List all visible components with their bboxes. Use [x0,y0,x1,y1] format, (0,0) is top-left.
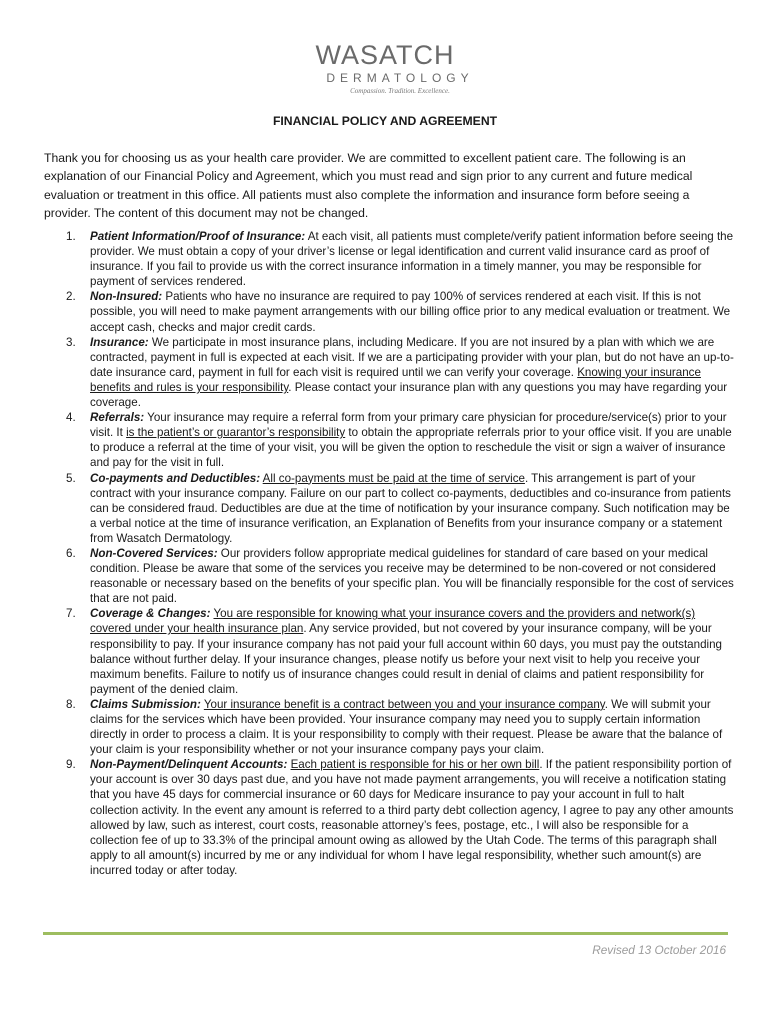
item-text: Patients who have no insurance are required to pay 100% of services rendered at each visit. If this is not possible, you will need to make payment arrangements with our billing office prior to any medical evaluation or treatment. We accept cash, checks and major credit cards. [90,290,731,334]
item-heading: Patient Information/Proof of Insurance: [90,230,306,243]
item-underlined: You are responsible for knowing what your insurance covers and the providers and network(s) covered under your health insurance plan [90,607,696,636]
revision-date: Revised 13 October 2016 [592,943,726,957]
item-text-2: . This arrangement is part of your contract with your insurance company. Failure on our part to collect co-payments, deductibles and co-insurance from patients can be considered fraud. Deductibles are due at the time of notification by your insurance company. Such notification may be a verbal notice at the time of insurance verification, an Explanation of Benefits from your insurance company or a statement from Wasatch Dermatology. [90,471,731,545]
item-heading: Non-Insured: [90,290,163,304]
item-text-2: . Please contact your insurance plan with any questions you may have regarding your coverage. [90,380,728,410]
item-underlined: is the patient’s or guarantor’s responsibility [126,426,346,440]
intro-paragraph: Thank you for choosing us as your health care provider. We are committed to excellent patient care. The following is an explanation of our Financial Policy and Agreement, which you must read and sign prior to any current and future medical evaluation or treatment in this office. All patients must also complete the information and insurance form before seeing a provider. The content of this document may not be changed. [44,151,693,221]
policy-list [44,229,734,878]
item-number: 4. [66,411,76,425]
item-text-2: . We will submit your claims for the services which have been provided. Your insurance company may need you to supply certain information directly in order to process a claim. It is your responsibility to comply with their request. Please be aware that the balance of your claim is your responsibility whether or not your insurance company pays your claim. [90,697,723,757]
item-text: Our providers follow appropriate medical guidelines for standard of care based on your medical condition. Please be aware that some of the services you receive may be determined to be non-covered or not considered reasonable or necessary based on the benefits of your specific plan. You will be financially responsible for the cost of services that are not paid. [90,546,734,606]
list-item [44,335,734,410]
list-item [44,697,734,757]
item-number: 3. [66,335,76,349]
item-number: 7. [66,607,76,621]
item-text: Your insurance may require a referral form from your primary care physician for procedure/service(s) prior to your visit. It [90,411,727,440]
item-number: 6. [66,546,76,560]
item-heading: Claims Submission: [90,697,201,711]
footer-divider [43,932,728,935]
item-number: 5. [66,471,76,485]
item-underlined: All co-payments must be paid at the time of service [262,471,525,485]
list-item [44,546,734,606]
logo-subname: DERMATOLOGY [326,71,474,85]
item-underlined: Each patient is responsible for his or her own bill [290,758,540,772]
list-item [44,289,734,334]
logo-name: WASATCH [315,40,455,70]
item-number: 9. [66,758,76,772]
item-number: 8. [66,697,76,711]
item-text-2: . Any service provided, but not covered by your insurance company, will be your responsibility to pay. If your insurance company has not paid your full account within 60 days, you must pay the outstanding balance without further delay. If your insurance changes, please notify us before your next visit to help you receive your maximum benefits. Failure to notify us of insurance changes could result in denial of claims and patient responsibility for payment of the denied claim. [90,622,723,696]
item-heading: Non-Covered Services: [90,546,218,560]
list-item [44,757,734,878]
item-text-2: . If the patient responsibility portion of your account is over 30 days past due, and you have not made payment arrangements, you will receive a notification stating that you have 45 days for commercial insurance or 60 days for Medicare insurance to pay your account in full to halt collection activity. In the event any amount is referred to a third party debt collection agency, I agree to pay any other amounts allowed by law, such as interest, court costs, reasonable attorney’s fees, postage, etc., I will also be responsible for a collection fee of up to 33.3% of the principal amount owing as allowed by the Utah Code. The terms of this paragraph shall apply to all amount(s) incurred by me or any individual for whom I have legal responsibility, whether such amount(s) are incurred today or after today. [90,758,734,877]
item-text-2: to obtain the appropriate referrals prior to your office visit. If you are unable to produce a referral at the time of your visit, you will be given the option to reschedule the visit or sign a waiver of insurance and pay for the visit in full. [90,426,732,470]
item-underlined: Your insurance benefit is a contract between you and your insurance company [203,697,605,711]
item-heading: Non-Payment/Delinquent Accounts: [90,758,288,772]
logo-tagline: Compassion. Tradition. Excellence. [350,87,450,95]
item-number: 2. [66,290,76,304]
item-heading: Co-payments and Deductibles: [90,471,261,485]
list-item [44,471,734,546]
item-number: 1. [66,230,76,243]
item-heading: Insurance: [90,335,149,349]
logo [270,42,500,98]
item-heading: Coverage & Changes: [90,607,211,621]
list-item [44,606,734,697]
item-underlined: Knowing your insurance benefits and rules is your responsibility [90,365,701,394]
item-text: At each visit, all patients must complete/verify patient information before seeing the provider. We must obtain a copy of your driver’s license or legal identification and current valid insurance card as proof of insurance. If you fail to provide us with the correct insurance information in a timely manner, you may be responsible for payment of services rendered. [90,230,734,289]
list-item [44,410,734,470]
item-text: We participate in most insurance plans, including Medicare. If you are not insured by a plan with which we are contracted, payment in full is expected at each visit. If we are a participating provider with your plan, but do not have an up-to-date insurance card, payment in full for each visit is required until we can verify your coverage. [90,335,734,379]
document-title: FINANCIAL POLICY AND AGREEMENT [272,114,498,128]
item-heading: Referrals: [90,411,145,425]
list-item [44,229,734,289]
